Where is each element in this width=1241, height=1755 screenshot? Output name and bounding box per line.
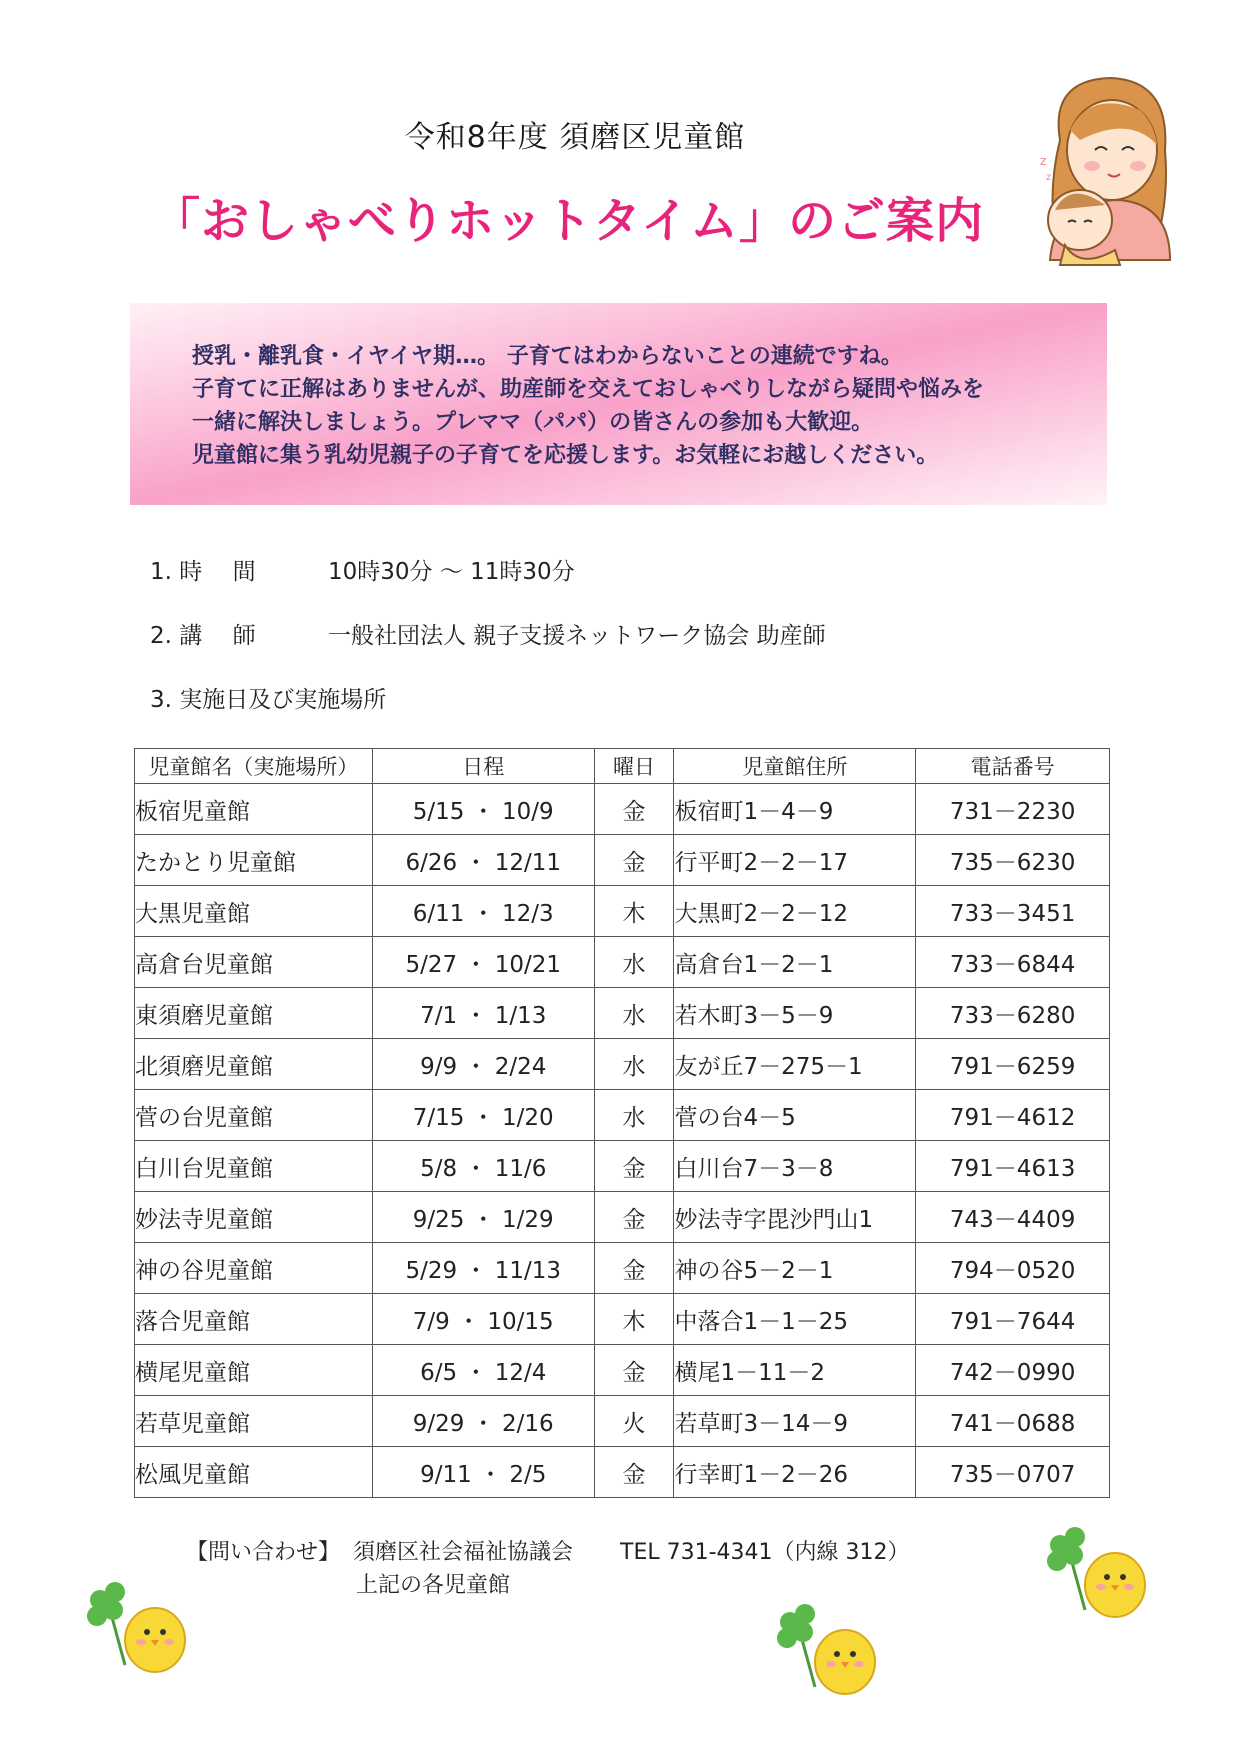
cell-tel: 791－4612 — [916, 1090, 1110, 1141]
cell-address: 大黒町2－2－12 — [674, 886, 916, 937]
cell-tel: 733－3451 — [916, 886, 1110, 937]
table-row — [135, 1396, 1110, 1447]
header-day: 曜日 — [594, 749, 674, 784]
cell-dates: 6/5 ・ 12/4 — [372, 1345, 594, 1396]
svg-text:z: z — [1040, 154, 1047, 168]
cell-address: 横尾1－11－2 — [674, 1345, 916, 1396]
table-row — [135, 988, 1110, 1039]
cell-day: 金 — [594, 1447, 674, 1498]
cell-name: 高倉台児童館 — [135, 937, 373, 988]
table-row — [135, 937, 1110, 988]
cell-dates: 7/15 ・ 1/20 — [372, 1090, 594, 1141]
intro-line: 一緒に解決しましょう。プレママ（パパ）の皆さんの参加も大歓迎。 — [192, 410, 874, 435]
cell-dates: 9/25 ・ 1/29 — [372, 1192, 594, 1243]
page-title: 「おしゃべりホットタイム」のご案内 — [151, 193, 985, 249]
cell-tel: 733－6844 — [916, 937, 1110, 988]
cell-name: 北須磨児童館 — [135, 1039, 373, 1090]
cell-address: 行幸町1－2－26 — [674, 1447, 916, 1498]
cell-address: 中落合1－1－25 — [674, 1294, 916, 1345]
cell-name: 大黒児童館 — [135, 886, 373, 937]
cell-name: 神の谷児童館 — [135, 1243, 373, 1294]
table-row — [135, 886, 1110, 937]
lecturer-value: 一般社団法人 親子支援ネットワーク協会 助産師 — [328, 623, 826, 649]
cell-day: 水 — [594, 937, 674, 988]
cell-day: 水 — [594, 988, 674, 1039]
cell-address: 友が丘7－275－1 — [674, 1039, 916, 1090]
cell-day: 金 — [594, 784, 674, 835]
cell-address: 行平町2－2－17 — [674, 835, 916, 886]
table-row — [135, 1345, 1110, 1396]
cell-tel: 791－4613 — [916, 1141, 1110, 1192]
cell-address: 若木町3－5－9 — [674, 988, 916, 1039]
page-subtitle: 令和8年度 須磨区児童館 — [404, 120, 746, 155]
schedule-table — [134, 748, 1110, 1498]
cell-name: 妙法寺児童館 — [135, 1192, 373, 1243]
cell-name: 松風児童館 — [135, 1447, 373, 1498]
cell-name: たかとり児童館 — [135, 835, 373, 886]
cell-name: 横尾児童館 — [135, 1345, 373, 1396]
table-row — [135, 1447, 1110, 1498]
cell-address: 板宿町1－4－9 — [674, 784, 916, 835]
intro-line: 児童館に集う乳幼児親子の子育てを応援します。お気軽にお越しください。 — [192, 443, 939, 468]
header-address: 児童館住所 — [674, 749, 916, 784]
mother-baby-icon — [1020, 70, 1190, 270]
cell-dates: 6/11 ・ 12/3 — [372, 886, 594, 937]
chick-clover-icon — [1035, 1515, 1155, 1625]
cell-dates: 7/9 ・ 10/15 — [372, 1294, 594, 1345]
contact-org: 須磨区社会福祉協議会 — [353, 1540, 574, 1565]
info-venue — [150, 681, 386, 714]
cell-tel: 794－0520 — [916, 1243, 1110, 1294]
lecturer-label: 2. 講 師 — [150, 623, 256, 649]
cell-day: 金 — [594, 1141, 674, 1192]
time-value: 10時30分 ～ 11時30分 — [328, 559, 575, 585]
cell-day: 水 — [594, 1090, 674, 1141]
cell-dates: 5/15 ・ 10/9 — [372, 784, 594, 835]
cell-tel: 743－4409 — [916, 1192, 1110, 1243]
cell-day: 金 — [594, 835, 674, 886]
info-lecturer — [150, 617, 826, 650]
contact-tel: TEL 731-4341（内線 312） — [620, 1540, 910, 1565]
cell-name: 菅の台児童館 — [135, 1090, 373, 1141]
cell-dates: 7/1 ・ 1/13 — [372, 988, 594, 1039]
cell-dates: 9/29 ・ 2/16 — [372, 1396, 594, 1447]
cell-address: 菅の台4－5 — [674, 1090, 916, 1141]
cell-tel: 791－7644 — [916, 1294, 1110, 1345]
header-tel: 電話番号 — [916, 749, 1110, 784]
cell-tel: 731－2230 — [916, 784, 1110, 835]
table-header-row — [135, 749, 1110, 784]
chick-clover-icon — [765, 1592, 885, 1702]
cell-day: 金 — [594, 1192, 674, 1243]
cell-address: 若草町3－14－9 — [674, 1396, 916, 1447]
table-row — [135, 784, 1110, 835]
cell-day: 水 — [594, 1039, 674, 1090]
cell-name: 落合児童館 — [135, 1294, 373, 1345]
cell-day: 火 — [594, 1396, 674, 1447]
cell-dates: 5/29 ・ 11/13 — [372, 1243, 594, 1294]
table-row — [135, 1294, 1110, 1345]
cell-day: 木 — [594, 1294, 674, 1345]
info-time — [150, 553, 575, 586]
cell-dates: 5/27 ・ 10/21 — [372, 937, 594, 988]
cell-dates: 6/26 ・ 12/11 — [372, 835, 594, 886]
intro-line: 子育てに正解はありませんが、助産師を交えておしゃべりしながら疑問や悩みを — [192, 377, 985, 402]
intro-line: 授乳・離乳食・イヤイヤ期…。 子育てはわからないことの連続ですね。 — [192, 344, 903, 369]
table-row — [135, 1141, 1110, 1192]
contact-label: 【問い合わせ】 — [186, 1540, 341, 1565]
cell-address: 高倉台1－2－1 — [674, 937, 916, 988]
cell-tel: 791－6259 — [916, 1039, 1110, 1090]
cell-tel: 741－0688 — [916, 1396, 1110, 1447]
table-row — [135, 1090, 1110, 1141]
cell-dates: 9/11 ・ 2/5 — [372, 1447, 594, 1498]
cell-tel: 735－6230 — [916, 835, 1110, 886]
cell-name: 東須磨児童館 — [135, 988, 373, 1039]
cell-day: 木 — [594, 886, 674, 937]
table-row — [135, 1243, 1110, 1294]
chick-clover-icon — [75, 1570, 195, 1680]
header-name: 児童館名（実施場所） — [135, 749, 373, 784]
cell-address: 妙法寺字毘沙門山1 — [674, 1192, 916, 1243]
cell-address: 神の谷5－2－1 — [674, 1243, 916, 1294]
cell-day: 金 — [594, 1345, 674, 1396]
cell-name: 白川台児童館 — [135, 1141, 373, 1192]
table-row — [135, 835, 1110, 886]
contact-other: 上記の各児童館 — [356, 1573, 511, 1598]
contact-line — [186, 1535, 910, 1566]
cell-address: 白川台7－3－8 — [674, 1141, 916, 1192]
cell-tel: 742－0990 — [916, 1345, 1110, 1396]
cell-tel: 735－0707 — [916, 1447, 1110, 1498]
cell-name: 若草児童館 — [135, 1396, 373, 1447]
intro-box — [130, 303, 1107, 505]
cell-day: 金 — [594, 1243, 674, 1294]
cell-name: 板宿児童館 — [135, 784, 373, 835]
cell-dates: 5/8 ・ 11/6 — [372, 1141, 594, 1192]
venue-label: 3. 実施日及び実施場所 — [150, 687, 387, 713]
time-label: 1. 時 間 — [150, 559, 256, 585]
header-dates: 日程 — [372, 749, 594, 784]
table-row — [135, 1192, 1110, 1243]
svg-text:z: z — [1046, 172, 1052, 183]
cell-dates: 9/9 ・ 2/24 — [372, 1039, 594, 1090]
cell-tel: 733－6280 — [916, 988, 1110, 1039]
table-row — [135, 1039, 1110, 1090]
